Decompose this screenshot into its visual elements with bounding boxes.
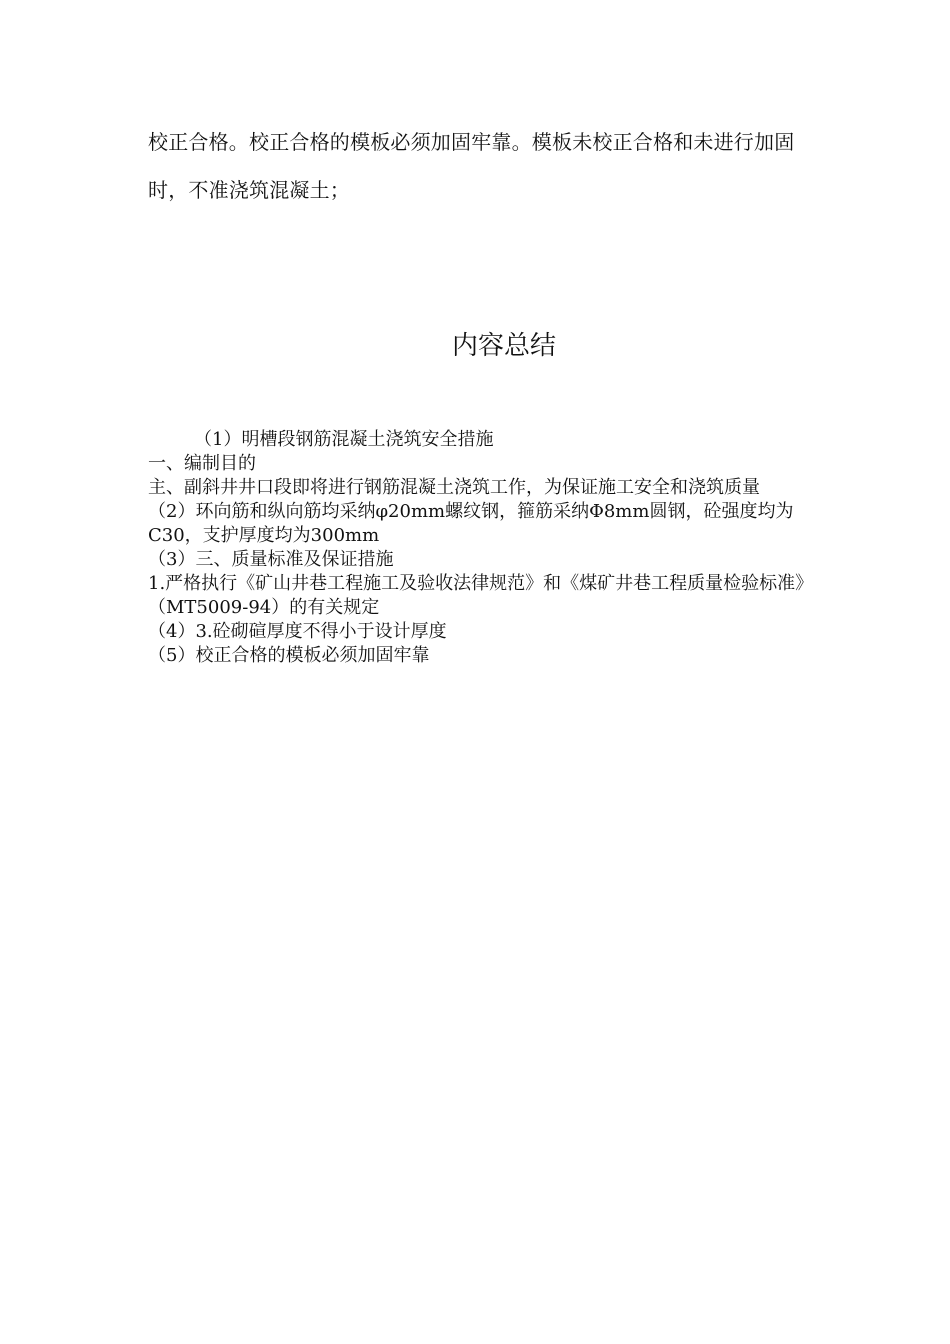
summary-list [148, 428, 808, 668]
body-paragraph: 校正合格。校正合格的模板必须加固牢靠。模板未校正合格和未进行加固时，不准浇筑混凝土； [148, 130, 795, 202]
summary-item: （5）校正合格的模板必须加固牢靠 [148, 645, 430, 666]
summary-item: （4）3.砼砌碹厚度不得小于设计厚度 [148, 621, 447, 642]
summary-item: 主、副斜井井口段即将进行钢筋混凝土浇筑工作，为保证施工安全和浇筑质量 [148, 477, 760, 498]
summary-item: 一、编制目的 [148, 453, 256, 474]
summary-item: （3）三、质量标准及保证措施 [148, 549, 394, 570]
summary-title: 内容总结 [451, 331, 556, 361]
summary-item: 1.严格执行《矿山井巷工程施工及验收法律规范》和《煤矿井巷工程质量检验标准》（MT5009-94）的有关规定 [148, 573, 805, 618]
summary-item: （1）明槽段钢筋混凝土浇筑安全措施 [194, 429, 494, 450]
summary-item: （2）环向筋和纵向筋均采纳φ20mm螺纹钢，箍筋采纳Φ8mm圆钢，砼强度均为C30，支护厚度均为300mm [148, 501, 794, 546]
